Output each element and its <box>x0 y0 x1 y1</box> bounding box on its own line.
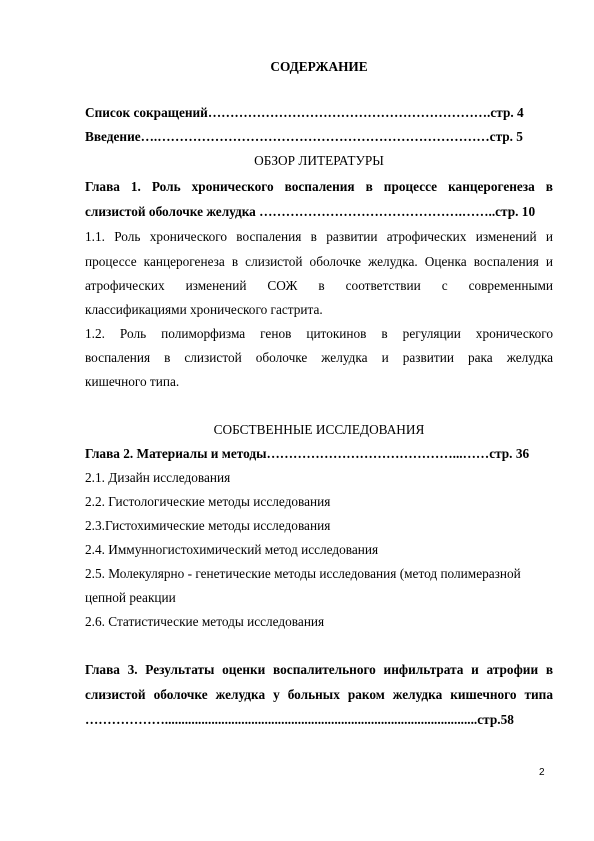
toc-entry-1-2-line-1: 1.2. Роль полиморфизма генов цитокинов в регуляции хронического <box>85 326 553 341</box>
toc-entry-chapter-3-line-3: ………………..............................................................................................стр.58 <box>85 712 514 727</box>
section-heading-own-research: СОБСТВЕННЫЕ ИССЛЕДОВАНИЯ <box>213 422 425 437</box>
toc-title: СОДЕРЖАНИЕ <box>270 59 368 74</box>
toc-entry-2-2: 2.2. Гистологические методы исследования <box>85 494 331 509</box>
toc-entry-abbreviations: Список сокращений……………………………………………………….стр. 4 <box>85 105 524 120</box>
toc-entry-2-5-line-2: цепной реакции <box>85 590 176 605</box>
toc-entry-2-4: 2.4. Иммунногистохимический метод исследования <box>85 542 379 557</box>
toc-entry-chapter-3-line-2: слизистой оболочке желудка у больных раком желудка кишечного типа <box>85 687 553 702</box>
toc-entry-2-5-line-1: 2.5. Молекулярно - генетические методы исследования (метод полимеразной <box>85 566 521 581</box>
section-heading-literature-review: ОБЗОР ЛИТЕРАТУРЫ <box>254 153 384 168</box>
toc-entry-1-1-line-1: 1.1. Роль хронического воспаления в развитии атрофических изменений и <box>85 229 553 244</box>
page-number: 2 <box>539 767 545 778</box>
toc-entry-2-1: 2.1. Дизайн исследования <box>85 470 231 485</box>
toc-entry-chapter-2: Глава 2. Материалы и методы……………………………………...……стр. 36 <box>85 446 530 461</box>
toc-entry-2-3: 2.3.Гистохимические методы исследования <box>85 518 331 533</box>
toc-entry-chapter-1-line-1: Глава 1. Роль хронического воспаления в процессе канцерогенеза в <box>85 179 553 194</box>
toc-entry-chapter-1-line-2: слизистой оболочке желудка ……………………………………….……..стр. 10 <box>85 204 536 219</box>
toc-entry-1-1-line-2: процессе канцерогенеза в слизистой оболочке желудка. Оценка воспаления и <box>85 254 553 269</box>
toc-entry-introduction: Введение….…………………………………………………………………стр. 5 <box>85 129 523 144</box>
toc-entry-2-6: 2.6. Статистические методы исследования <box>85 614 325 629</box>
toc-entry-1-2-line-3: кишечного типа. <box>85 374 180 389</box>
toc-entry-chapter-3-line-1: Глава 3. Результаты оценки воспалительного инфильтрата и атрофии в <box>85 662 553 677</box>
toc-entry-1-1-line-4: классификациями хронического гастрита. <box>85 302 323 317</box>
toc-entry-1-2-line-2: воспаления в слизистой оболочке желудка и развитии рака желудка <box>85 350 553 365</box>
toc-entry-1-1-line-3: атрофических изменений СОЖ в соответствии с современными <box>85 278 553 293</box>
